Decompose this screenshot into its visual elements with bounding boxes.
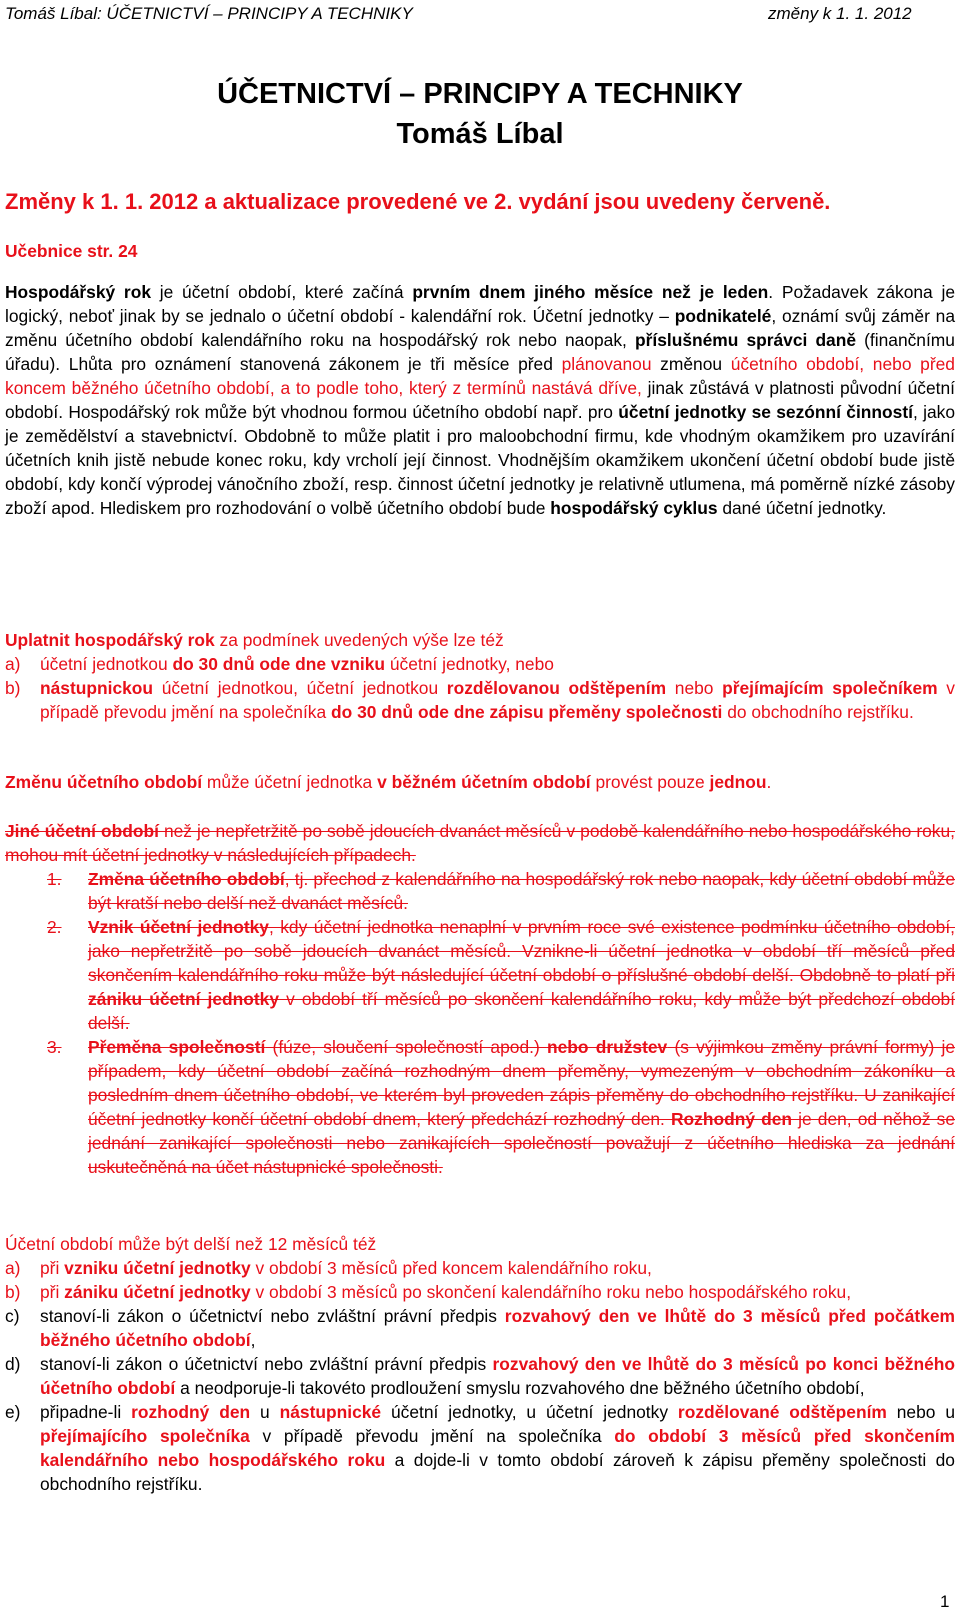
- list-item: [5, 1352, 955, 1400]
- text-span: zániku účetní jednotky: [88, 989, 280, 1009]
- list-label: b): [5, 1282, 21, 1302]
- text-span: rozvahový den ve lhůtě do 3 měsíců před počátkem běžného účetního období: [40, 1306, 955, 1350]
- text-span: Hospodářský rok: [5, 282, 151, 302]
- text-span: Vznik účetní jednotky: [88, 917, 269, 937]
- numbered-item: [5, 915, 955, 1035]
- text-span: .: [766, 772, 772, 792]
- text-span: (s výjimkou změny právní formy) je případem, kdy účetní období začíná rozhodným dnem přeměny, vymezeným v obchodním zákoníku a posledním dnem účetního období, ve kterém byl proveden zápis přeměny do obchodního rejstříku. U zanikající účetní jednotky končí účetní období dnem, který předchází rozhodný den.: [88, 1037, 956, 1129]
- text-span: a neodporuje-li takovéto prodloužení smyslu rozvahového dne běžného účetního období,: [175, 1378, 865, 1398]
- list-label: 1.: [47, 869, 62, 889]
- text-span: jinak zůstává v platnosti původní účetní období. Hospodářský rok může být vhodnou formou účetního období např. pro: [5, 378, 955, 422]
- text-span: (finančnímu úřadu). Lhůta pro oznámení stanovená zákonem je tři měsíce před: [5, 330, 955, 374]
- text-span: v období 3 měsíců před koncem kalendářního roku,: [250, 1258, 652, 1278]
- list-item: [5, 1400, 955, 1496]
- text-span: do období 3 měsíců před skončením kalendářního nebo hospodářského roku: [40, 1426, 955, 1470]
- text-span: stanoví-li zákon o účetnictví nebo zvláštní právní předpis: [40, 1354, 493, 1374]
- text-span: stanoví-li zákon o účetnictví nebo zvláštní právní předpis: [40, 1306, 505, 1326]
- paragraph-intro: Účetní období může být delší než 12 měsíců též: [5, 1234, 377, 1254]
- text-span: , oznámí svůj záměr na změnu účetního období kalendářního roku na hospodářský rok nebo naopak,: [5, 306, 956, 350]
- text-span: je den, od něhož se jednání zanikající společnosti nebo zanikajících společností považují z účetního hlediska za jednání uskutečněná na účet nástupnické společnosti.: [88, 1109, 955, 1177]
- list-label: e): [5, 1402, 21, 1422]
- text-span: příslušnému správci daně: [634, 330, 857, 350]
- list-label: 3.: [47, 1037, 62, 1057]
- text-span: ,: [250, 1330, 256, 1350]
- list-item: [5, 676, 955, 724]
- text-span: plánovanou: [561, 354, 652, 374]
- text-span: a dojde-li v tomto období zároveň k zápisu přeměny společnosti do obchodního rejstříku.: [40, 1450, 955, 1494]
- text-span: , kdy účetní jednotka nenaplní v prvním roce své existence podmínku účetního období, jako nepřetržitě po sobě jdoucích dvanáct měsíců. Vznikne-li účetní jednotka v období tří měsíců před skončením kalendářního roku může být následující účetní období o příslušné období delší. Obdobně to platí při: [88, 917, 955, 985]
- document-title: ÚČETNICTVÍ – PRINCIPY A TECHNIKY: [217, 78, 743, 110]
- document-author: Tomáš Líbal: [396, 118, 564, 150]
- list-item: [5, 1256, 955, 1280]
- text-span: Změnu účetního období: [5, 772, 203, 792]
- text-span: účetní jednotky se sezónní činností: [618, 402, 913, 422]
- text-span: než je nepřetržitě po sobě jdoucích dvanáct měsíců v podobě kalendářního nebo hospodářského roku, mohou mít účetní jednotky v následujících případech.: [5, 821, 955, 865]
- text-span: za podmínek uvedených výše lze též: [214, 630, 504, 650]
- textbook-reference: Učebnice str. 24: [5, 241, 138, 261]
- text-span: do 30 dnů ode dne zápisu přeměny společnosti: [331, 702, 723, 722]
- text-span: účetní jednotky, nebo: [385, 654, 554, 674]
- text-span: Uplatnit hospodářský rok: [5, 630, 215, 650]
- paragraph-hospodarsky-rok: [5, 280, 955, 520]
- text-span: Změna účetního období: [88, 869, 285, 889]
- text-span: jednou: [709, 772, 767, 792]
- paragraph-jine-obdobi-deleted: [5, 819, 955, 1179]
- text-span: Přeměna společností: [88, 1037, 266, 1057]
- text-span: v období 3 měsíců po skončení kalendářního roku nebo hospodářského roku,: [250, 1282, 852, 1302]
- text-span: v případě převodu jmění na společníka: [249, 1426, 615, 1446]
- text-span: účetní jednotkou: [40, 654, 173, 674]
- numbered-item: [5, 867, 955, 915]
- text-span: provést pouze: [590, 772, 710, 792]
- running-header-title: Tomáš Líbal: ÚČETNICTVÍ – PRINCIPY A TECHNIKY: [5, 4, 413, 23]
- running-header-date: změny k 1. 1. 2012: [768, 4, 912, 23]
- paragraph-uplatnit: [5, 628, 955, 724]
- text-span: nebo: [666, 678, 723, 698]
- text-span: u: [250, 1402, 280, 1422]
- text-span: hospodářský cyklus: [550, 498, 718, 518]
- text-span: účetní jednotkou, účetní jednotkou: [153, 678, 447, 698]
- text-span: nástupnickou: [40, 678, 154, 698]
- text-span: je účetní období, které začíná: [151, 282, 413, 302]
- text-span: přejímajícího společníka: [40, 1426, 250, 1446]
- list-label: a): [5, 1258, 21, 1278]
- paragraph-zmena: [5, 770, 955, 794]
- text-span: zániku účetní jednotky: [64, 1282, 251, 1302]
- paragraph-intro: [5, 628, 955, 652]
- text-span: v běžném účetním období: [377, 772, 591, 792]
- text-span: dané účetní jednotky.: [717, 498, 887, 518]
- list-item: [5, 652, 955, 676]
- text-span: prvním dnem jiného měsíce než je leden: [412, 282, 769, 302]
- list-item: [5, 1280, 955, 1304]
- text-span: podnikatelé: [674, 306, 772, 326]
- text-span: účetní jednotky, u účetní jednotky: [381, 1402, 678, 1422]
- text-span: změnou: [651, 354, 731, 374]
- text-span: (fúze, sloučení společností apod.): [265, 1037, 547, 1057]
- text-span: rozdělovanou odštěpením: [446, 678, 667, 698]
- text-span: , jako je zemědělství a stavebnictví. Obdobně to může platit i pro maloobchodní firmu, kde vhodným okamžikem pro uzavírání účetních knih jistě nebude konec roku, kdy vrcholí její činnost. Vhodnějším okamžikem ukončení účetní období bude jistě období, kdy končí výprodej vánočního zboží, resp. činnost účetní jednotky je relativně utlumena, má poměrně nízké zásoby zboží apod. Hlediskem pro rozhodování o volbě účetního období bude: [5, 402, 956, 518]
- text-span: nástupnické: [279, 1402, 382, 1422]
- text-span: . Požadavek zákona je logický, neboť jinak by se jednalo o účetní období - kalendářní rok. Účetní jednotky –: [5, 282, 955, 326]
- text-span: v případě převodu jmění na společníka: [40, 678, 955, 722]
- list-label: d): [5, 1354, 21, 1374]
- list-label: a): [5, 654, 21, 674]
- text-span: může účetní jednotka: [202, 772, 378, 792]
- numbered-item: [5, 1035, 955, 1179]
- text-span: rozhodný den: [131, 1402, 251, 1422]
- changes-note: Změny k 1. 1. 2012 a aktualizace provedené ve 2. vydání jsou uvedeny červeně.: [5, 189, 831, 214]
- text-span: v období tří měsíců po skončení kalendářního roku, kdy může být předchozí období delší.: [88, 989, 956, 1033]
- page-number: 1: [940, 1592, 950, 1611]
- text-span: nebo u: [886, 1402, 956, 1422]
- text-span: připadne-li: [40, 1402, 132, 1422]
- text-span: při: [40, 1258, 65, 1278]
- text-span: rozdělované odštěpením: [677, 1402, 887, 1422]
- text-span: účetního období, nebo před koncem běžného účetního období, a to podle toho, který z termínů nastává dříve,: [5, 354, 955, 398]
- text-span: Jiné účetní období: [5, 821, 159, 841]
- list-label: b): [5, 678, 21, 698]
- paragraph-delsi-obdobi: [5, 1232, 955, 1496]
- text-span: vzniku účetní jednotky: [64, 1258, 251, 1278]
- paragraph-intro: [5, 819, 955, 867]
- text-span: rozvahový den ve lhůtě do 3 měsíců po konci běžného účetního období: [40, 1354, 956, 1398]
- list-item: [5, 1304, 955, 1352]
- text-span: do obchodního rejstříku.: [722, 702, 914, 722]
- list-label: 2.: [47, 917, 62, 937]
- list-label: c): [5, 1306, 20, 1326]
- text-span: Rozhodný den: [670, 1109, 793, 1129]
- text-span: , tj. přechod z kalendářního na hospodářský rok nebo naopak, kdy účetní období může být kratší nebo delší než dvanáct měsíců.: [88, 869, 955, 913]
- text-span: přejímajícím společníkem: [722, 678, 938, 698]
- text-span: při: [40, 1282, 65, 1302]
- text-span: do 30 dnů ode dne vzniku: [172, 654, 386, 674]
- text-span: nebo družstev: [546, 1037, 668, 1057]
